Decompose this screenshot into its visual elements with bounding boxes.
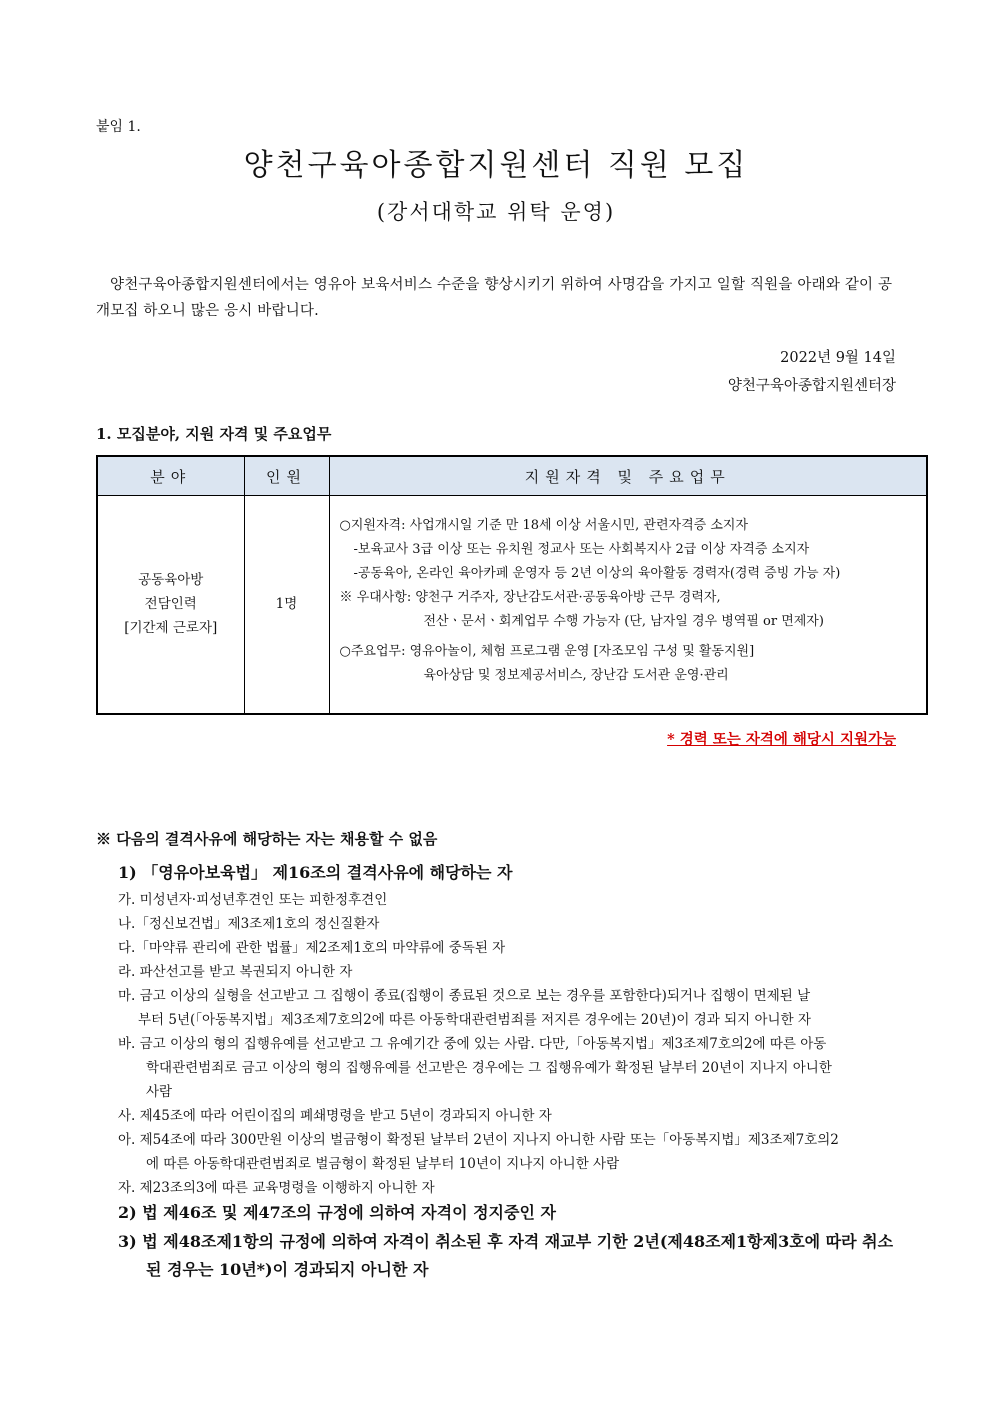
table-row bbox=[97, 496, 927, 714]
qualification-sub-line: -공동육아, 온라인 육아카페 운영자 등 2년 이상의 육아활동 경력자(경력 증빙 가능 자) bbox=[353, 566, 841, 581]
issuer-signature: 양천구육아종합지원센터장 bbox=[727, 378, 896, 394]
section1-heading: 1. 모집분야, 지원 자격 및 주요업무 bbox=[96, 425, 332, 443]
list-item: 자. 제23조의3에 따른 교육명령을 이행하지 아니한 자 bbox=[118, 1180, 435, 1196]
list-item: 다.「마약류 관리에 관한 법률」제2조제1호의 마약류에 중독된 자 bbox=[118, 940, 506, 956]
list-item: 라. 파산선고를 받고 복권되지 아니한 자 bbox=[118, 964, 353, 980]
qualification-sub-line: -보육교사 3급 이상 또는 유치원 정교사 또는 사회복지사 2급 이상 자격증 소지자 bbox=[353, 542, 810, 557]
section2-heading: ※ 다음의 결격사유에 해당하는 자는 채용할 수 없음 bbox=[96, 830, 438, 848]
list-item: 나.「정신보건법」제3조제1호의 정신질환자 bbox=[118, 916, 380, 932]
qualification-line: ○지원자격: 사업개시일 기준 만 18세 이상 서울시민, 관련자격증 소지자 bbox=[339, 518, 749, 533]
disqualification-sub2: 2) 법 제46조 및 제47조의 규정에 의하여 자격이 정지중인 자 bbox=[118, 1203, 556, 1222]
recruitment-table bbox=[96, 455, 928, 715]
list-item: 바. 금고 이상의 형의 집행유예를 선고받고 그 유예기간 중에 있는 사람. 다만,「아동복지법」제3조제7호의2에 따른 아동 bbox=[118, 1036, 827, 1052]
duties-cont-line: 육아상담 및 정보제공서비스, 장난감 도서관 운영·관리 bbox=[423, 668, 729, 683]
disqualification-list bbox=[118, 888, 908, 1200]
header-count: 인원 bbox=[244, 456, 329, 496]
preference-cont-line: 전산ㆍ문서ㆍ회계업무 수행 가능자 (단, 남자일 경우 병역필 or 면제자) bbox=[423, 614, 824, 629]
eligibility-note: * 경력 또는 자격에 해당시 지원가능 bbox=[667, 731, 896, 748]
issue-date: 2022년 9월 14일 bbox=[780, 350, 896, 366]
field-line: 전담인력 bbox=[144, 596, 197, 613]
list-item: 사. 제45조에 따라 어린이집의 폐쇄명령을 받고 5년이 경과되지 아니한 자 bbox=[118, 1108, 552, 1124]
preference-line: ※ 우대사항: 양천구 거주자, 장난감도서관·공동육아방 근무 경력자, bbox=[339, 590, 721, 605]
list-item-cont: 사람 bbox=[146, 1084, 173, 1100]
sub3-cont-line: 된 경우는 10년*)이 경과되지 아니한 자 bbox=[146, 1260, 429, 1279]
list-item: 아. 제54조에 따라 300만원 이상의 벌금형이 확정된 날부터 2년이 지나지 아니한 사람 또는「아동복지법」제3조제7호의2 bbox=[118, 1132, 839, 1148]
duties-line: ○주요업무: 영유아놀이, 체험 프로그램 운영 [자조모임 구성 및 활동지원] bbox=[339, 644, 755, 659]
table-header-row bbox=[97, 456, 927, 496]
cell-duties bbox=[329, 496, 927, 714]
list-item: 가. 미성년자·피성년후견인 또는 피한정후견인 bbox=[118, 892, 388, 908]
list-item-cont: 부터 5년(「아동복지법」제3조제7호의2에 따른 아동학대관련범죄를 저지른 경우에는 20년)이 경과 되지 아니한 자 bbox=[138, 1012, 811, 1028]
disqualification-sub3 bbox=[118, 1228, 908, 1284]
list-item-cont: 학대관련범죄로 금고 이상의 형의 집행유예를 선고받은 경우에는 그 집행유예가 확정된 날부터 20년이 지나지 아니한 bbox=[146, 1060, 832, 1076]
page-title: 양천구육아종합지원센터 직원 모집 bbox=[243, 148, 749, 183]
field-line: [기간제 근로자] bbox=[124, 620, 218, 637]
attachment-label: 붙임 1. bbox=[96, 119, 141, 135]
intro-paragraph: 양천구육아종합지원센터에서는 영유아 보육서비스 수준을 향상시키기 위하여 사명감을 가지고 일할 직원을 아래와 같이 공개모집 하오니 많은 응시 바랍니다. bbox=[96, 277, 893, 319]
list-item: 마. 금고 이상의 실형을 선고받고 그 집행이 종료(집행이 종료된 것으로 보는 경우를 포함한다)되거나 집행이 면제된 날 bbox=[118, 988, 811, 1004]
field-line: 공동육아방 bbox=[138, 572, 204, 589]
disqualification-sub1: 1) 「영유아보육법」 제16조의 결격사유에 해당하는 자 bbox=[118, 863, 513, 882]
list-item-cont: 에 따른 아동학대관련범죄로 벌금형이 확정된 날부터 10년이 지나지 아니한 사람 bbox=[146, 1156, 620, 1172]
cell-field bbox=[97, 496, 244, 714]
cell-count: 1명 bbox=[244, 496, 329, 714]
page-subtitle: (강서대학교 위탁 운영) bbox=[376, 200, 616, 224]
sub3-line: 3) 법 제48조제1항의 규정에 의하여 자격이 취소된 후 자격 재교부 기한 2년(제48조제1항제3호에 따라 취소 bbox=[118, 1232, 894, 1251]
header-field: 분야 bbox=[97, 456, 244, 496]
header-qualification: 지원자격 및 주요업무 bbox=[329, 456, 927, 496]
